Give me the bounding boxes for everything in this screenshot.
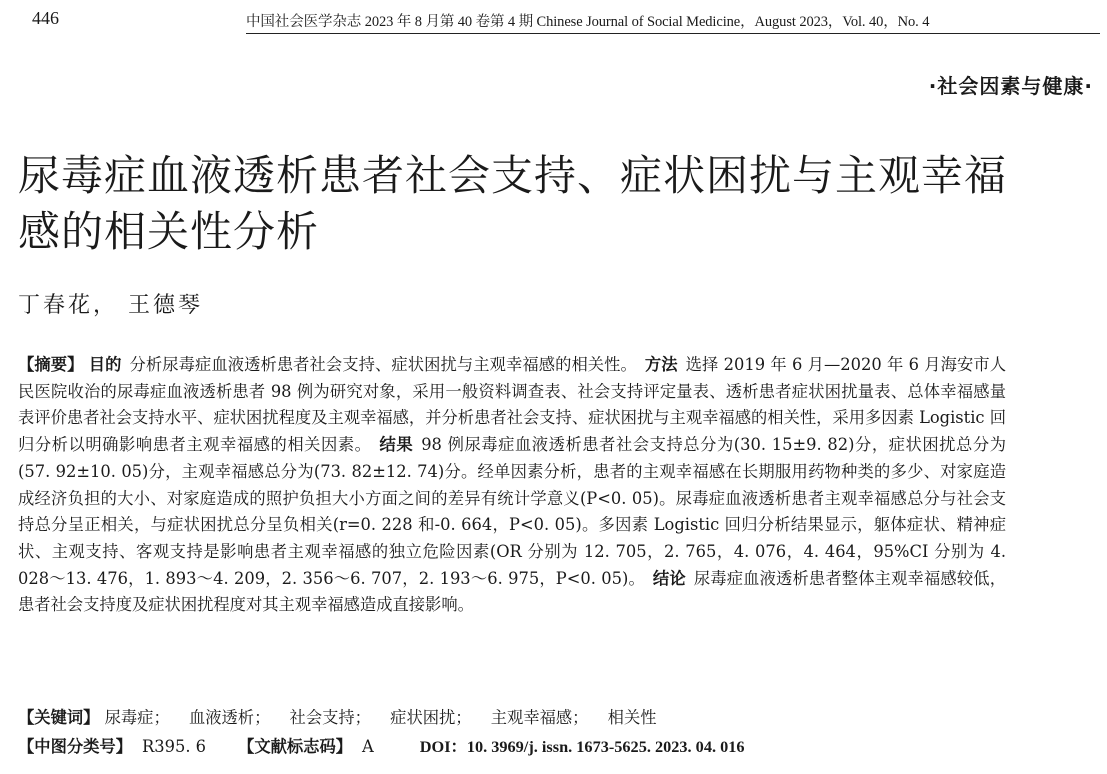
keyword: 血液透析； (188, 708, 271, 727)
keyword: 主观幸福感； (490, 708, 589, 727)
authors: 丁春花， 王德琴 (18, 293, 203, 318)
abstract-label: 【摘要】 (18, 355, 84, 374)
document-code-value: A (362, 737, 374, 756)
conclusion-text: 尿毒症血液透析患者整体主观幸福感较低，患者社会支持度及症状困扰程度对其主观幸福感造成直接影响。 (18, 568, 1006, 615)
doi: DOI：10. 3969/j. issn. 1673-5625. 2023. 04. 016 (419, 737, 745, 756)
paper-title: 尿毒症血液透析患者社会支持、症状困扰与主观幸福感的相关性分析 (18, 151, 1008, 256)
clc-value: R395. 6 (141, 737, 207, 756)
methods-text: 选择 2019 年 6 月—2020 年 6 月海安市人民医院收治的尿毒症血液透析患者 98 例为研究对象，采用一般资料调查表、社会支持评定量表、透析患者症状困扰量表、总体幸福感量表评价患者社会支持水平、症状困扰程度及主观幸福感，并分析患者社会支持、症状困扰与主观幸福感的相关性，采用多因素 Logistic 回归分析以明确影响患者主观幸福感的相关因素。 (18, 355, 1006, 455)
objective-heading: 目的 (88, 355, 122, 374)
section-tag: ·社会因素与健康· (928, 74, 1093, 98)
running-header: 中国社会医学杂志 2023 年 8 月第 40 卷第 4 期 Chinese Journal of Social Medicine，August 2023，Vol. 40，No. 4 (246, 10, 1100, 34)
keyword: 症状困扰； (390, 708, 472, 727)
abstract (18, 352, 1006, 619)
keywords-label: 【关键词】 (18, 708, 100, 727)
methods-heading: 方法 (644, 355, 678, 374)
keywords (18, 706, 671, 730)
page-number: 446 (32, 8, 59, 28)
document-code-label: 【文献标志码】 (238, 737, 353, 756)
keyword: 尿毒症； (104, 708, 170, 727)
keyword: 社会支持； (289, 708, 371, 727)
clc-label: 【中图分类号】 (18, 737, 132, 756)
keyword: 相关性 (607, 708, 657, 727)
results-text: 98 例尿毒症血液透析患者社会支持总分为(30. 15±9. 82)分，症状困扰总分为(57. 92±10. 05)分，主观幸福感总分为(73. 82±12. 74)分。经单因素分析，患者的主观幸福感在长期服用药物种类的多少、对家庭造成经济负担的大小、对家庭造成的照护负担大小方面之间的差异有统计学意义(P<0. 05)。尿毒症血液透析患者主观幸福感总分与社会支持总分呈正相关，与症状困扰总分呈负相关(r=0. 228 和-0. 664，P<0. 05)。多因素 Logistic 回归分析结果显示，躯体症状、精神症状、主观支持、客观支持是影响患者主观幸福感的独立危险因素(OR 分别为 12. 705，2. 765，4. 076，4. 464，95%CI 分别为 4. 028～13. 476，1. 893～4. 209，2. 356～6. 707，2. 193～6. 975，P<0. 05)。 (18, 435, 1006, 588)
results-heading: 结果 (379, 435, 414, 455)
objective-text: 分析尿毒症血液透析患者社会支持、症状困扰与主观幸福感的相关性。 (129, 355, 637, 374)
classification-line (18, 735, 745, 759)
conclusion-heading: 结论 (652, 568, 686, 588)
